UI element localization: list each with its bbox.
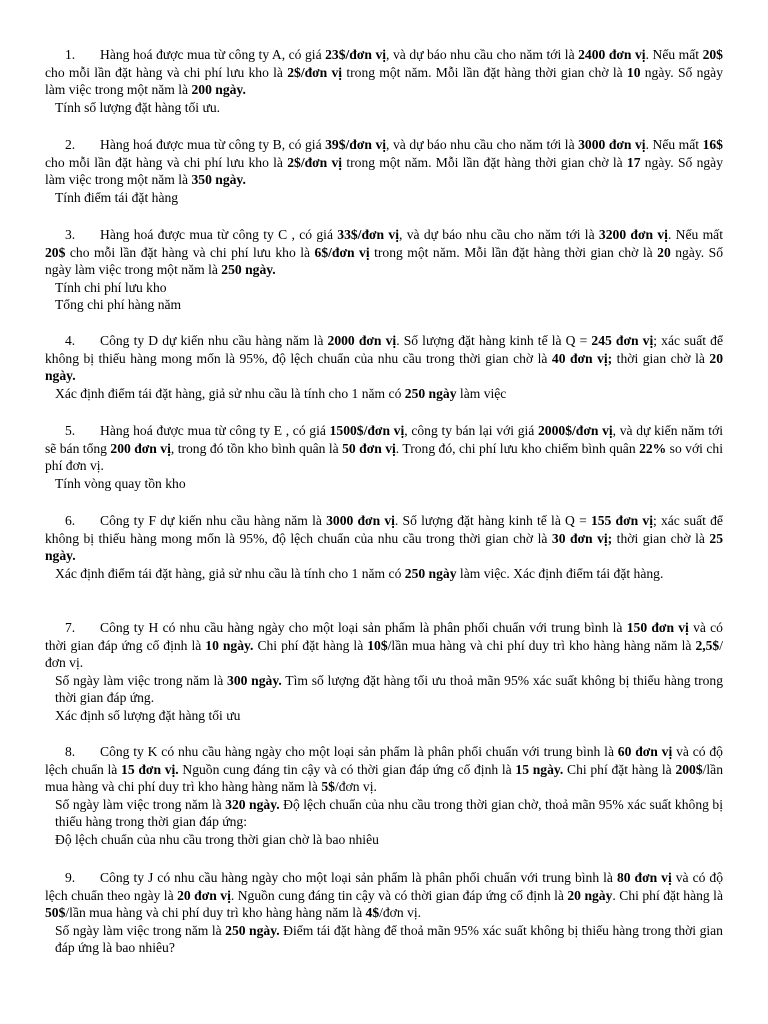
bold-text: 33$/đơn vị <box>337 227 399 242</box>
bold-text: 4$ <box>365 905 380 921</box>
text: thời gian chờ là <box>612 530 710 546</box>
text: . Nguồn cung đáng tin cậy và có thời gian đáp ứng cố định là <box>230 887 568 903</box>
problem-number: 7. <box>65 620 76 635</box>
text: Công ty H có nhu cầu hàng ngày cho một loại sản phẩm là phân phối chuẩn với trung bình là <box>100 620 627 635</box>
problem-question <box>45 385 723 403</box>
text: Hàng hoá được mua từ công ty C , có giá <box>100 227 338 242</box>
problem-question <box>45 922 723 957</box>
bold-text: 250 ngày <box>404 385 457 401</box>
text: Hàng hoá được mua từ công ty A, có giá <box>100 47 326 62</box>
bold-text: 60 đơn vị <box>617 744 673 759</box>
problem-statement <box>45 46 723 99</box>
bold-text: 15 ngày. <box>515 761 564 777</box>
text: ; xác suất để không bị thiếu hàng mong mốn là 95%, độ lệch chuẩn của nhu cầu trong thời gian chờ là <box>45 333 723 366</box>
bold-text: 30 đơn vị; <box>551 530 613 546</box>
text: Xác định điểm tái đặt hàng, giả sử nhu cầu là tính cho 1 năm có <box>55 565 405 581</box>
bold-text: 20 đơn vị <box>177 887 231 903</box>
bold-text: 23$/đơn vị <box>325 47 387 62</box>
text: , công ty bán lại với giá <box>404 423 538 438</box>
bold-text: 50$ <box>45 905 66 921</box>
text: /lần mua hàng và chi phí duy trì kho hàng hàng năm là <box>387 637 696 653</box>
text: và có độ lệch chuẩn là <box>45 744 723 777</box>
bold-text: 2000$/đơn vị <box>538 423 613 438</box>
bold-text: 40 đơn vị; <box>551 350 613 366</box>
text: ; xác suất để không bị thiếu hàng mong mốn là 95%, độ lệch chuẩn của nhu cầu trong thời gian chờ là <box>45 513 723 546</box>
bold-text: 20$ <box>702 47 723 62</box>
problem-9 <box>45 869 723 957</box>
text: và có thời gian đáp ứng cố định là <box>45 620 723 653</box>
bold-text: 20 ngày <box>567 887 613 903</box>
text: /đơn vị. <box>379 905 422 921</box>
problem-2 <box>45 136 723 206</box>
bold-text: 320 ngày. <box>225 796 280 812</box>
text: trong một năm. Mỗi lần đặt hàng thời gian chờ là <box>342 154 627 170</box>
problem-number: 2. <box>65 137 76 152</box>
bold-text: 245 đơn vị <box>591 333 654 348</box>
problem-number: 9. <box>65 870 76 885</box>
text: làm việc. Xác định điểm tái đặt hàng. <box>456 565 664 581</box>
text: Số ngày làm việc trong năm là <box>55 922 226 938</box>
bold-text: 2400 đơn vị <box>578 47 646 62</box>
problem-statement <box>45 226 723 279</box>
text: . Nếu mất <box>645 137 703 152</box>
problem-number: 6. <box>65 513 76 528</box>
text: Tính chi phí lưu kho <box>55 279 167 295</box>
problem-number: 8. <box>65 744 76 759</box>
problem-question <box>45 475 723 493</box>
problem-8 <box>45 743 723 849</box>
text: . Trong đó, chi phí lưu kho chiếm bình quân <box>395 440 640 456</box>
text: Công ty J có nhu cầu hàng ngày cho một loại sản phẩm là phân phối chuẩn với trung bình là <box>100 870 617 885</box>
bold-text: 2$/đơn vị <box>287 64 343 80</box>
text: Độ lệch chuẩn của nhu cầu trong thời gian chờ là bao nhiêu <box>55 831 379 847</box>
text: Hàng hoá được mua từ công ty E , có giá <box>100 423 330 438</box>
problem-question <box>45 279 723 297</box>
problem-7 <box>45 619 723 725</box>
problem-question <box>45 99 723 117</box>
problem-statement <box>45 743 723 796</box>
text: ngày. Số ngày làm việc trong một năm là <box>45 64 723 98</box>
text: Tổng chi phí hàng năm <box>55 297 182 313</box>
text: so với chi phí đơn vị. <box>45 440 723 474</box>
bold-text: 17 <box>626 154 641 170</box>
text: Nguồn cung đáng tin cậy và có thời gian đáp ứng cố định là <box>178 761 516 777</box>
text: Số ngày làm việc trong năm là <box>55 672 228 688</box>
bold-text: 250 ngày <box>404 565 457 581</box>
text: Tính số lượng đặt hàng tối ưu. <box>55 99 221 115</box>
problem-3 <box>45 226 723 314</box>
text: trong một năm. Mỗi lần đặt hàng thời gian chờ là <box>369 244 658 260</box>
problem-number: 1. <box>65 47 76 62</box>
bold-text: 350 ngày. <box>191 172 246 188</box>
text: , và dự kiến năm tới sẽ bán tổng <box>45 423 724 456</box>
bold-text: 22% <box>639 440 667 456</box>
bold-text: 200 ngày. <box>191 82 246 98</box>
text: . Số lượng đặt hàng kinh tế là Q = <box>396 333 592 348</box>
problem-question <box>45 189 723 207</box>
text: trong một năm. Mỗi lần đặt hàng thời gian chờ là <box>342 64 627 80</box>
text: /đơn vị. <box>45 637 724 671</box>
text: . Số lượng đặt hàng kinh tế là Q = <box>394 513 591 528</box>
text: Tính vòng quay tồn kho <box>55 475 186 491</box>
problem-5 <box>45 422 723 492</box>
problem-statement <box>45 869 723 922</box>
text: . Nếu mất <box>667 227 723 242</box>
text: cho mỗi lần đặt hàng và chi phí lưu kho là <box>45 64 288 80</box>
text: , và dự báo nhu cầu cho năm tới là <box>386 137 579 152</box>
problem-1 <box>45 46 723 116</box>
bold-text: 3200 đơn vị <box>598 227 668 242</box>
text: /đơn vị. <box>334 779 377 795</box>
bold-text: 25 ngày. <box>45 530 723 564</box>
text: Công ty K có nhu cầu hàng ngày cho một loại sản phẩm là phân phối chuẩn với trung bình là <box>100 744 618 759</box>
text: , và dự báo nhu cầu cho năm tới là <box>386 47 579 62</box>
text: Công ty F dự kiến nhu cầu hàng năm là <box>100 513 327 528</box>
text: Chi phí đặt hàng là <box>563 761 676 777</box>
text: làm việc <box>456 385 507 401</box>
problem-statement <box>45 136 723 189</box>
bold-text: 10 <box>626 64 641 80</box>
text: cho mỗi lần đặt hàng và chi phí lưu kho là <box>45 154 288 170</box>
text: Độ lệch chuẩn của nhu cầu trong thời gian chờ, thoả mãn 95% xác suất không bị thiếu hàng trong thời gian đáp ứng: <box>55 796 723 830</box>
text: , và dự báo nhu cầu cho năm tới là <box>398 227 599 242</box>
bold-text: 39$/đơn vị <box>325 137 387 152</box>
text: Số ngày làm việc trong năm là <box>55 796 226 812</box>
bold-text: 16$ <box>702 137 723 152</box>
problem-statement <box>45 512 723 565</box>
bold-text: 50 đơn vị <box>342 440 396 456</box>
bold-text: 2000 đơn vị <box>327 333 397 348</box>
bold-text: 3000 đơn vị <box>578 137 646 152</box>
text: Chi phí đặt hàng là <box>253 637 368 653</box>
bold-text: 20 <box>657 244 671 260</box>
text: thời gian chờ là <box>612 350 710 366</box>
problem-statement <box>45 332 723 385</box>
text: cho mỗi lần đặt hàng và chi phí lưu kho là <box>65 244 315 260</box>
bold-text: 300 ngày. <box>227 672 282 688</box>
bold-text: 10 ngày. <box>205 637 254 653</box>
problem-statement <box>45 422 723 475</box>
bold-text: 80 đơn vị <box>616 870 672 885</box>
problem-question <box>45 672 723 707</box>
problem-6 <box>45 512 723 582</box>
problem-statement <box>45 619 723 672</box>
bold-text: 2$/đơn vị <box>287 154 343 170</box>
bold-text: 6$/đơn vị <box>314 244 370 260</box>
bold-text: 155 đơn vị <box>590 513 653 528</box>
problem-number: 4. <box>65 333 76 348</box>
problem-4 <box>45 332 723 402</box>
text: Xác định số lượng đặt hàng tối ưu <box>55 707 241 723</box>
text: , trong đó tồn kho bình quân là <box>170 440 343 456</box>
text: Tìm số lượng đặt hàng tối ưu thoả mãn 95% xác suất không bị thiếu hàng trong thời gian đáp ứng. <box>55 672 723 706</box>
bold-text: 3000 đơn vị <box>326 513 395 528</box>
text: Tính điểm tái đặt hàng <box>55 189 179 205</box>
text: Xác định điểm tái đặt hàng, giả sử nhu cầu là tính cho 1 năm có <box>55 385 405 401</box>
bold-text: 250 ngày. <box>221 262 276 278</box>
text: Điểm tái đặt hàng để thoả mãn 95% xác suất không bị thiếu hàng trong thời gian đáp ứng là bao nhiêu? <box>55 922 723 956</box>
text: ngày. Số ngày làm việc trong một năm là <box>45 154 723 188</box>
bold-text: 150 đơn vị <box>626 620 689 635</box>
bold-text: 15 đơn vị. <box>121 761 179 777</box>
bold-text: 200 đơn vị <box>110 440 171 456</box>
problem-question <box>45 296 723 314</box>
problem-number: 3. <box>65 227 76 242</box>
bold-text: 5$ <box>321 779 335 795</box>
text: . Chi phí đặt hàng là <box>612 887 723 903</box>
problem-question <box>45 796 723 831</box>
problem-number: 5. <box>65 423 76 438</box>
text: và có độ lệch chuẩn theo ngày là <box>45 870 723 903</box>
bold-text: 1500$/đơn vị <box>329 423 405 438</box>
text: . Nếu mất <box>645 47 703 62</box>
bold-text: 10$ <box>367 637 388 653</box>
text: Công ty D dự kiến nhu cầu hàng năm là <box>100 333 328 348</box>
text: Hàng hoá được mua từ công ty B, có giá <box>100 137 326 152</box>
bold-text: 2,5$ <box>695 637 720 653</box>
problem-question <box>45 707 723 725</box>
bold-text: 200$ <box>675 761 703 777</box>
problem-question <box>45 831 723 849</box>
text: /lần mua hàng và chi phí duy trì kho hàng hàng năm là <box>45 761 724 795</box>
text: /lần mua hàng và chi phí duy trì kho hàng hàng năm là <box>65 905 366 921</box>
bold-text: 250 ngày. <box>225 922 280 938</box>
text: ngày. Số ngày làm việc trong một năm là <box>45 244 723 278</box>
bold-text: 20 ngày. <box>45 350 723 384</box>
bold-text: 20$ <box>45 244 66 260</box>
problem-question <box>45 565 723 583</box>
